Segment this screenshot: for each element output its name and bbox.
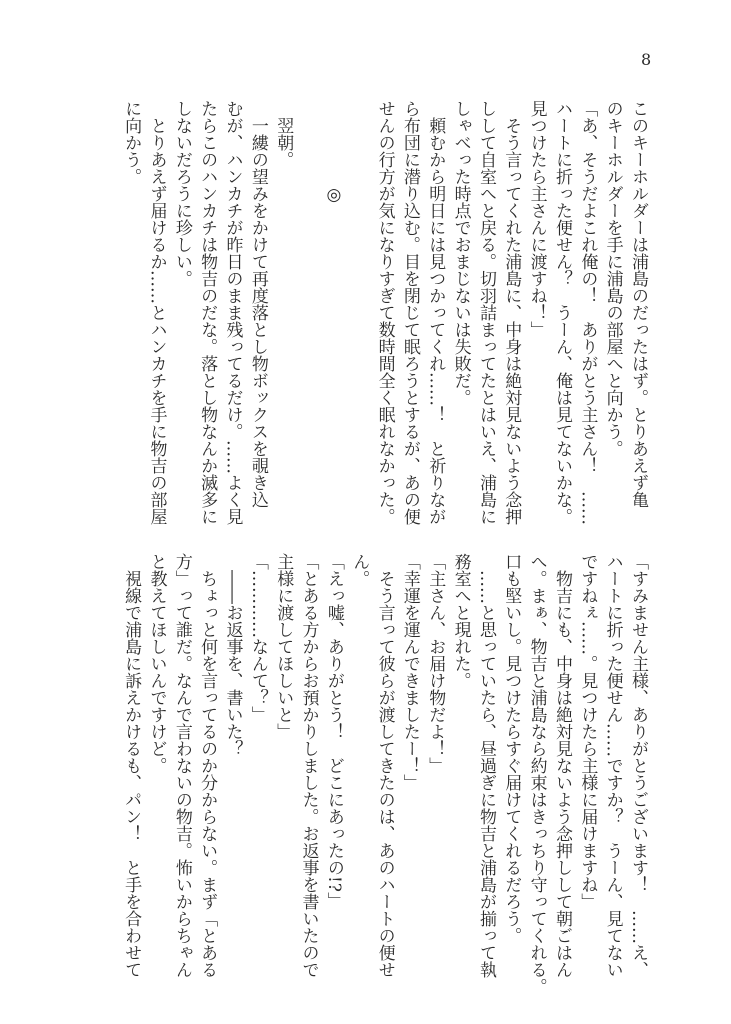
text-column — [295, 100, 320, 530]
text-column: 視線で浦島に訴えかけるも、パン！ と手を合わせて — [121, 553, 142, 978]
text-column: へ。まぁ、物吉と浦島なら約束はきっちり守ってくれる。 — [526, 553, 547, 995]
text-column: ですねぇ……。見つけたら主様に届けますね」 — [577, 553, 598, 910]
text-column: と教えてほしいんですけど。 — [146, 553, 167, 774]
text-column: ……と思っていたら、昼過ぎに物吉と浦島が揃って執 — [475, 553, 496, 978]
text-column: しないだろうに珍しい。 — [171, 100, 192, 287]
text-column: ら布団に潜り込む。目を閉じて眠ろうとするが、あの便 — [399, 100, 420, 525]
text-column: のキーホルダーを手に浦島の部屋へと向かう。 — [602, 100, 623, 457]
text-column: ハートに折った便せん……ですか？ うーん、見てない — [602, 553, 623, 978]
text-column: 務室へと現れた。 — [450, 553, 471, 689]
text-column: に向かう。 — [121, 100, 142, 185]
text-column: 「…………なんて？」 — [247, 553, 268, 723]
text-column: しゃべった時点でおまじないは失敗だ。 — [450, 100, 471, 406]
text-column: ハートに折った便せん？ うーん、俺は見てないかな。 — [551, 100, 572, 525]
text-column: ちょっと何を言ってるのか分からない。まず「とある — [197, 553, 218, 978]
text-column: ん。 — [349, 553, 370, 587]
text-column: 見つけたら主さんに渡すね！」 — [526, 100, 547, 338]
page-number: 8 — [641, 50, 652, 69]
text-column: むが、ハンカチが昨日のまま残ってるだけ。……よく見 — [222, 100, 243, 525]
text-column: ――お返事を、書いた？ — [222, 553, 243, 757]
text-column: せんの行方が気になりすぎて数時間全く眠れなかった。 — [374, 100, 395, 525]
text-column: しして自室へと戻る。切羽詰まってたとはいえ、浦島に — [475, 100, 496, 525]
text-column: 「幸運を運んできましたー！」 — [399, 553, 420, 791]
text-column: とりあえず届けるか……とハンカチを手に物吉の部屋 — [146, 100, 167, 525]
text-column: そう言って彼らが渡してきたのは、あのハートの便せ — [374, 553, 395, 978]
section-break-mark: ◎ — [323, 100, 344, 205]
text-column: 翌朝。 — [273, 100, 294, 168]
text-column — [346, 100, 371, 530]
text-block-top — [118, 100, 650, 530]
text-column: このキーホルダーは浦島のだったはず。とりあえず亀 — [628, 100, 648, 508]
text-column: 「とある方からお預かりしました。お返事を書いたので — [298, 553, 319, 978]
text-column: 主様に渡してほしいと」 — [273, 553, 294, 740]
text-column: 一縷の望みをかけて再度落とし物ボックスを覗き込 — [247, 100, 268, 508]
text-column: 口も堅いし。見つけたらすぐ届けてくれるだろう。 — [501, 553, 522, 944]
text-column: 物吉にも、中身は絶対見ないよう念押しして朝ごはん — [551, 553, 572, 978]
text-block-bottom — [118, 553, 650, 995]
text-column: 「主さん、お届け物だよ！」 — [425, 553, 446, 774]
text-column: 「すみません主様、ありがとうございます！ ……え、 — [628, 553, 648, 978]
text-column: 「えっ嘘、ありがとう！ どこにあったの!?」 — [323, 553, 344, 909]
text-column: 「あ、そうだよこれ俺の！ ありがとう主さん！ …… — [577, 100, 598, 525]
text-column: そう言ってくれた浦島に、中身は絶対見ないよう念押 — [501, 100, 522, 525]
text-column: 方」って誰だ。なんで言わないの物吉。怖いからちゃん — [171, 553, 192, 978]
text-column: 頼むから明日には見つかってくれ……！ と祈りなが — [425, 100, 446, 525]
text-column: たらこのハンカチは物吉のだな。落とし物なんか滅多に — [197, 100, 218, 525]
